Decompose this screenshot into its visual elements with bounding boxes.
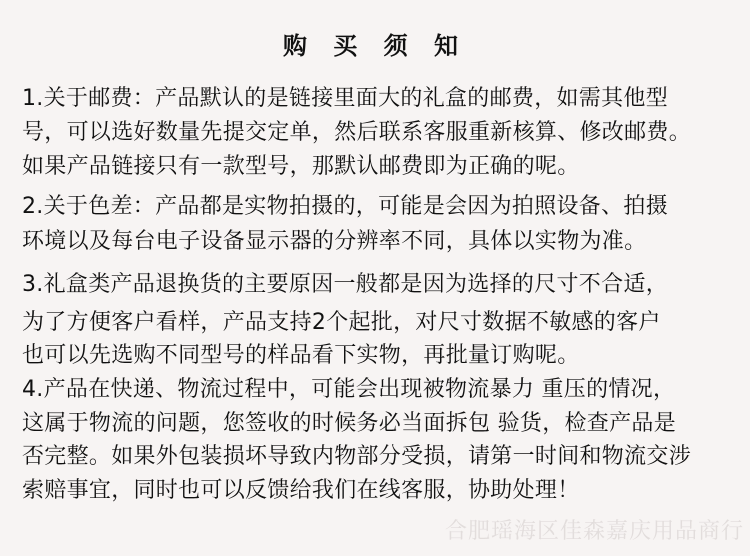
store-watermark: 合肥瑶海区佳森嘉庆用品商行 <box>444 519 744 544</box>
notice-line: 也可以先选购不同型号的样品看下实物，再批量订购呢。 <box>22 343 580 368</box>
notice-title: 购 买 须 知 <box>282 32 468 60</box>
notice-line: 如果产品链接只有一款型号，那默认邮费即为正确的呢。 <box>22 154 580 179</box>
notice-line: 索赔事宜，同时也可以反馈给我们在线客服，协助处理！ <box>22 478 580 503</box>
notice-line: 否完整。如果外包装损坏导致内物部分受损，请第一时间和物流交涉 <box>22 444 692 469</box>
notice-line: 2.关于色差：产品都是实物拍摄的，可能是会因为拍照设备、拍摄 <box>22 194 668 219</box>
notice-line: 环境以及每台电子设备显示器的分辨率不同，具体以实物为准。 <box>22 229 647 254</box>
notice-line: 这属于物流的问题，您签收的时候务必当面拆包 验货，检查产品是 <box>22 411 676 436</box>
notice-line: 4.产品在快递、物流过程中，可能会出现被物流暴力 重压的情况， <box>22 377 676 402</box>
notice-line: 1.关于邮费：产品默认的是链接里面大的礼盒的邮费，如需其他型 <box>22 86 668 111</box>
notice-line: 为了方便客户看样，产品支持2个起批，对尺寸数据不敏感的客户 <box>22 310 661 335</box>
notice-line: 号，可以选好数量先提交定单，然后联系客服重新核算、修改邮费。 <box>22 120 692 145</box>
notice-line: 3.礼盒类产品退换货的主要原因一般都是因为选择的尺寸不合适， <box>22 272 668 297</box>
